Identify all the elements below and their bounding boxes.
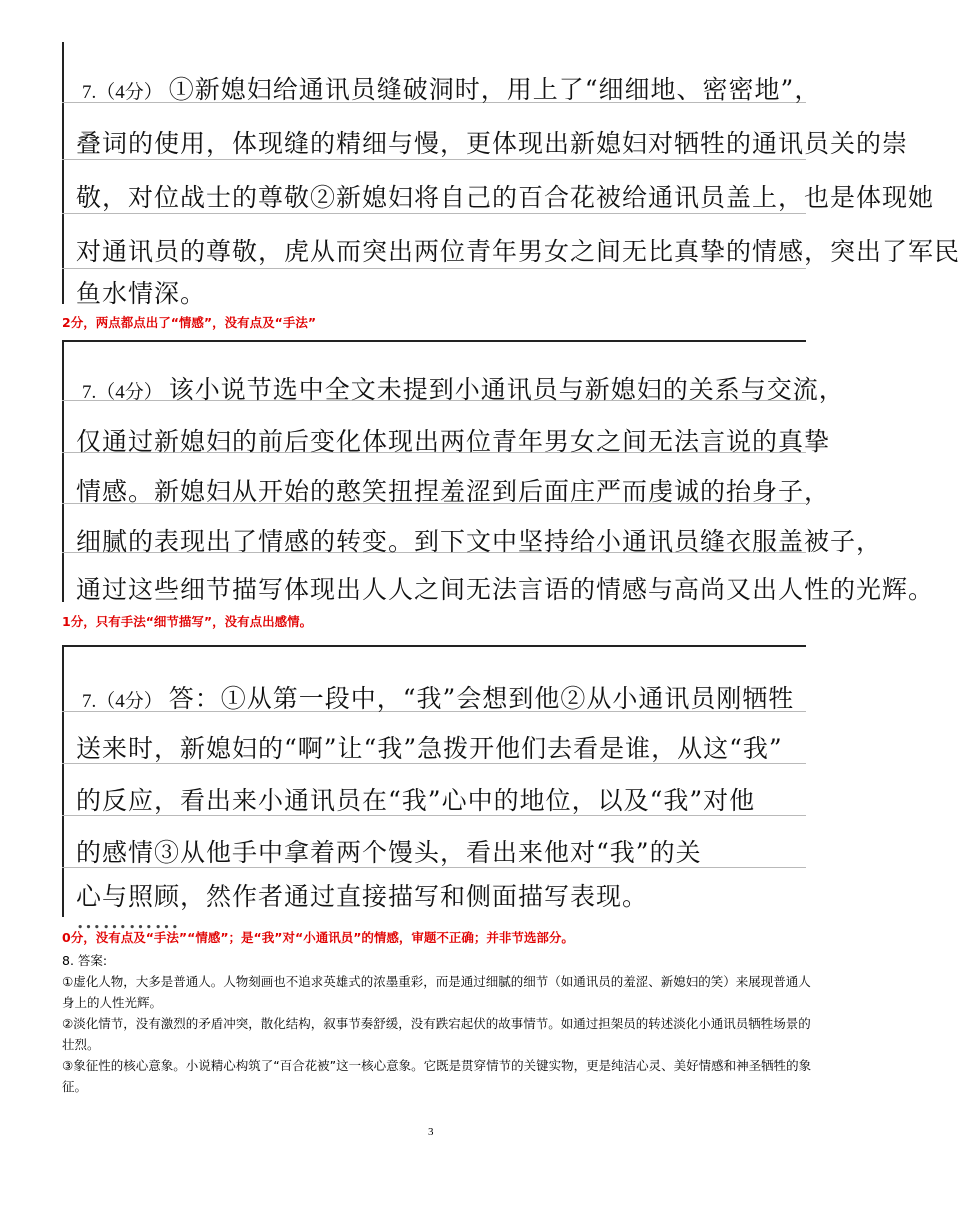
handwriting-line-cut: …………	[76, 905, 180, 934]
handwriting-line: 7.（4分） ①新媳妇给通讯员缝破洞时，用上了“细细地、密密地”，	[82, 75, 821, 104]
answer-item-2: ②淡化情节，没有激烈的矛盾冲突，散化结构，叙事节奏舒缓，没有跌宕起伏的故事情节。如通过担架员的转述淡化小通讯员牺牲场景的壮烈。	[62, 1016, 811, 1052]
question-number: 7.（4分）	[82, 382, 163, 403]
answer-item-1: ①虚化人物，大多是普通人。人物刻画也不追求英雄式的浓墨重彩，而是通过细腻的细节（如通讯员的羞涩、新媳妇的笑）来展现普通人身上的人性光辉。	[62, 974, 811, 1010]
question-number: 7.（4分）	[82, 691, 163, 712]
handwriting-line: 送来时，新媳妇的“啊”让“我”急拨开他们去看是谁，从这“我”	[76, 734, 783, 763]
grading-comment-2: 1分，只有手法“细节描写”，没有点出感情。	[62, 614, 313, 629]
answer-section	[62, 950, 814, 1097]
handwriting-line: 7.（4分） 答：①从第一段中，“我”会想到他②从小通讯员刚牺牲	[82, 684, 795, 713]
handwriting-line: 的感情③从他手中拿着两个馒头，看出来他对“我”的关	[76, 838, 702, 867]
handwriting-line: 通过这些细节描写体现出人人之间无法言语的情感与高尚又出人性的光辉。	[76, 575, 935, 604]
grading-comment-3: 0分，没有点及“手法”“情感”；是“我”对“小通讯员”的情感，审题不正确；并非节选部分。	[62, 930, 574, 945]
handwriting-line: 对通讯员的尊敬，虎从而突出两位青年男女之间无比真挚的情感，突出了军民	[76, 237, 960, 266]
answer-heading: 8. 答案:	[62, 953, 108, 968]
answer-item-3: ③象征性的核心意象。小说精心构筑了“百合花被”这一核心意象。它既是贯穿情节的关键实物，更是纯洁心灵、美好情感和神圣牺牲的象征。	[62, 1058, 812, 1094]
handwriting-line: 敬，对位战士的尊敬②新媳妇将自己的百合花被给通讯员盖上，也是体现她	[76, 183, 935, 212]
handwriting-line: 情感。新媳妇从开始的憨笑扭捏羞涩到后面庄严而虔诚的抬身子，	[76, 477, 831, 506]
handwriting-line: 7.（4分） 该小说节选中全文未提到小通讯员与新媳妇的关系与交流，	[82, 375, 845, 404]
handwriting-line: 叠词的使用，体现缝的精细与慢，更体现出新媳妇对牺牲的通讯员关的崇	[76, 129, 909, 158]
handwriting-line: 仅通过新媳妇的前后变化体现出两位青年男女之间无法言说的真挚	[76, 427, 831, 456]
answer-scan-3	[62, 645, 806, 934]
page-number: 3	[428, 1126, 434, 1138]
handwriting-line: 细腻的表现出了情感的转变。到下文中坚持给小通讯员缝衣服盖被子，	[76, 527, 883, 556]
question-number: 7.（4分）	[82, 82, 163, 103]
grading-comment-1: 2分，两点都点出了“情感”，没有点及“手法”	[62, 315, 317, 330]
handwriting-line: 鱼水情深。	[76, 279, 207, 308]
answer-scan-1	[62, 42, 960, 308]
handwriting-line: 心与照顾，然作者通过直接描写和侧面描写表现。	[76, 882, 649, 911]
handwriting-line: 的反应，看出来小通讯员在“我”心中的地位，以及“我”对他	[76, 786, 756, 815]
answer-scan-2	[62, 340, 935, 604]
